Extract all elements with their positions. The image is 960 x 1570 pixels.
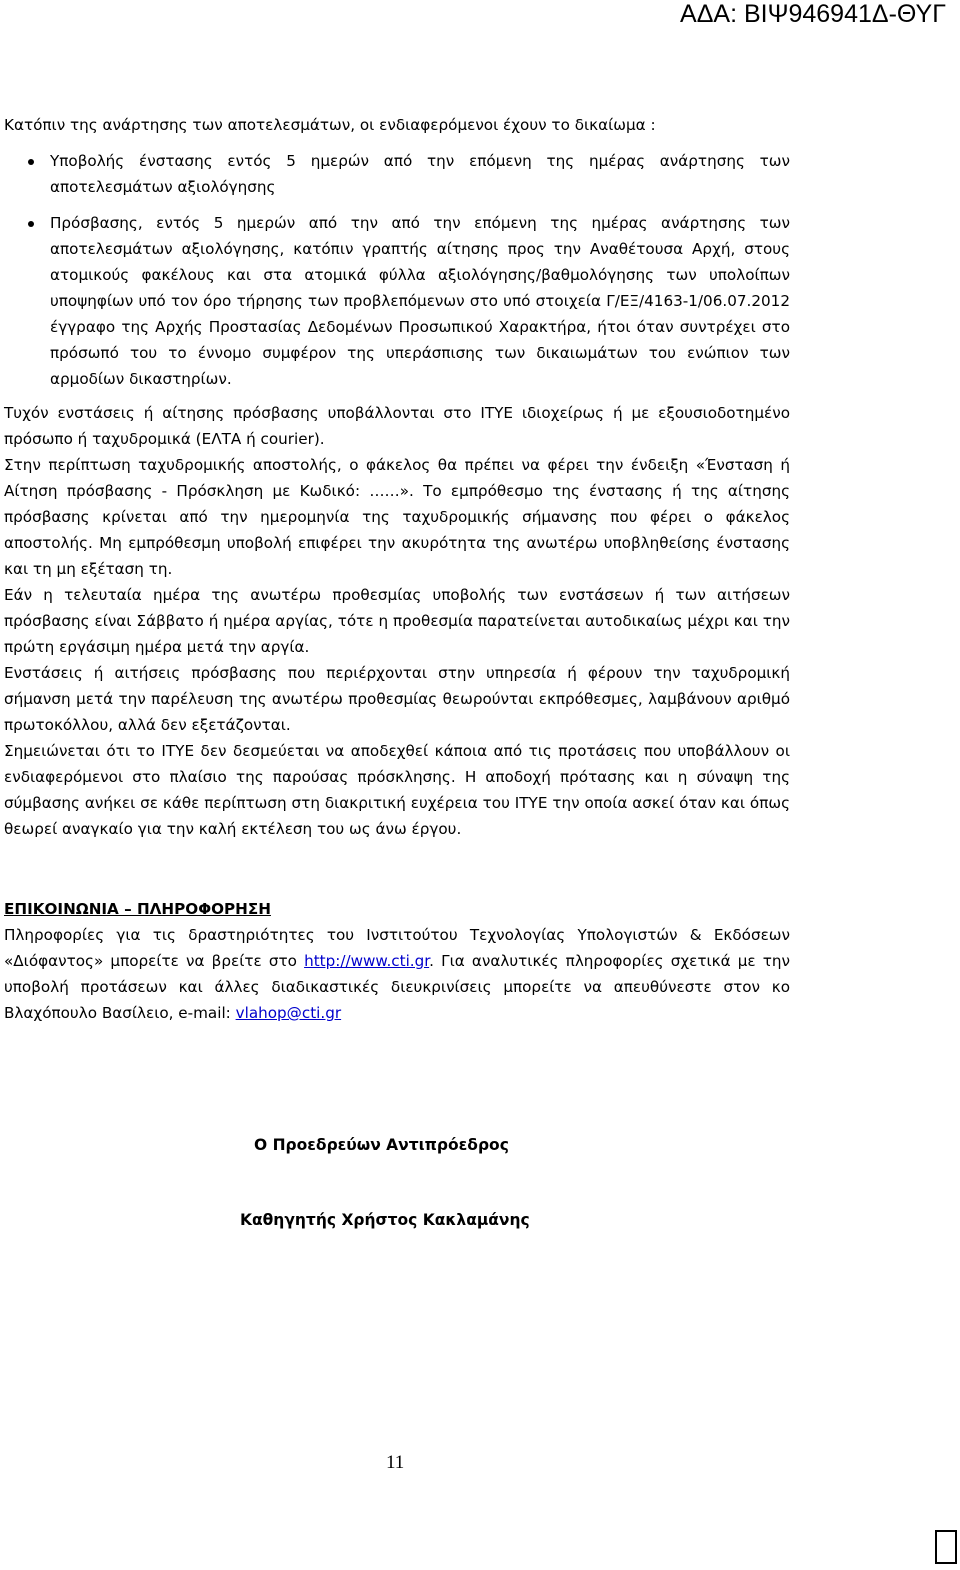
postal-paragraph: Στην περίπτωση ταχυδρομικής αποστολής, ο φάκελος θα πρέπει να φέρει την ένδειξη «Ένσταση ή Αίτηση πρόσβασης - Πρόσκληση με Κωδικό: ……». Το εμπρόθεσμο της ένστασης ή της αίτησης πρόσβασης κρίνεται από την ημερομηνία της ταχυδρομικής σήμανσης που φέρει ο φάκελος αποστολής. Μη εμπρόθεσμη υποβολή επιφέρει την ακυρότητα της ανωτέρω υποβληθείσης ένστασης και τη μη εξέταση τη. [4,456,790,578]
website-link[interactable]: http://www.cti.gr [304,952,430,970]
contact-paragraph [4,922,790,1026]
ada-code: ΑΔΑ: ΒΙΨ946941Δ-ΘΥΓ [680,0,946,28]
late-submission-paragraph: Ενστάσεις ή αιτήσεις πρόσβασης που περιέρχονται στην υπηρεσία ή φέρουν την ταχυδρομική σήμανση μετά την παρέλευση της ανωτέρω προθεσμίας θεωρούνται εκπρόθεσμες, λαμβάνουν αριθμό πρωτοκόλλου, αλλά δεν εξετάζονται. [4,664,790,734]
disclaimer-paragraph: Σημειώνεται ότι το ΙΤΥΕ δεν δεσμεύεται να αποδεχθεί κάποια από τις προτάσεις που υποβάλλουν οι ενδιαφερόμενοι στο πλαίσιο της παρούσας πρόσκλησης. Η αποδοχή πρότασης και η σύναψη της σύμβασης ανήκει σε κάθε περίπτωση στη διακριτική ευχέρεια του ΙΤΥΕ την οποία ασκεί όταν και όπως θεωρεί αναγκαίο για την καλή εκτέλεση του ως άνω έργου. [4,742,790,838]
page-number: 11 [386,1452,405,1473]
contact-heading: ΕΠΙΚΟΙΝΩΝΙΑ – ΠΛΗΡΟΦΟΡΗΣΗ [4,900,271,918]
document-body [4,112,790,1026]
signature-name: Καθηγητής Χρήστος Κακλαμάνης [240,1211,530,1229]
email-link[interactable]: vlahop@cti.gr [235,1004,342,1022]
bullet-icon [28,221,34,227]
list-item-text: Υποβολής ένστασης εντός 5 ημερών από την επόμενη της ημέρας ανάρτησης των αποτελεσμάτων αξιολόγησης [50,152,790,196]
bullet-icon [28,159,34,165]
rights-list [4,148,790,392]
deadline-paragraph: Εάν η τελευταία ημέρα της ανωτέρω προθεσμίας υποβολής των ενστάσεων ή των αιτήσεων πρόσβασης είναι Σάββατο ή ημέρα αργίας, τότε η προθεσμία παρατείνεται αυτοδικαίως μέχρι και την πρώτη εργάσιμη ημέρα μετά την αργία. [4,586,790,656]
list-item [4,148,790,200]
list-item-text: Πρόσβασης, εντός 5 ημερών από την από την επόμενη της ημέρας ανάρτησης των αποτελεσμάτων αξιολόγησης, κατόπιν γραπτής αίτησης προς την Αναθέτουσα Αρχή, στους ατομικούς φακέλους και στα ατομικά φύλλα αξιολόγησης/βαθμολόγησης των υπολοίπων υποψηφίων υπό τον όρο τήρησης των προβλεπόμενων στο υπό στοιχεία Γ/ΕΞ/4163-1/06.07.2012 έγγραφο της Αρχής Προστασίας Δεδομένων Προσωπικού Χαρακτήρα, ήτοι όταν συντρέχει στο πρόσωπό του το έννομο συμφέρον της υπεράσπισης των δικαιωμάτων του ενώπιον των αρμοδίων δικαστηρίων. [50,214,790,388]
signature-title: Ο Προεδρεύων Αντιπρόεδρος [254,1136,509,1154]
corner-box [935,1530,957,1564]
list-item [4,210,790,392]
contact-text-2: . Για αναλυτικές πληροφορίες σχετικά με την υποβολή προτάσεων και άλλες διαδικαστικές διευκρινίσεις μπορείτε να απευθύνεστε στον κο Βλαχόπουλο Βασίλειο, e-mail: [4,952,790,1022]
contact-text-1: Πληροφορίες για τις δραστηριότητες του Ινστιτούτου Τεχνολογίας Υπολογιστών & Εκδόσεων «Διόφαντος» μπορείτε να βρείτε στο [4,926,790,970]
submission-paragraph: Τυχόν ενστάσεις ή αίτησης πρόσβασης υποβάλλονται στο ΙΤΥΕ ιδιοχείρως ή με εξουσιοδοτημένο πρόσωπο ή ταχυδρομικά (ΕΛΤΑ ή courier). [4,404,790,448]
intro-paragraph: Κατόπιν της ανάρτησης των αποτελεσμάτων, οι ενδιαφερόμενοι έχουν το δικαίωμα : [4,116,656,134]
